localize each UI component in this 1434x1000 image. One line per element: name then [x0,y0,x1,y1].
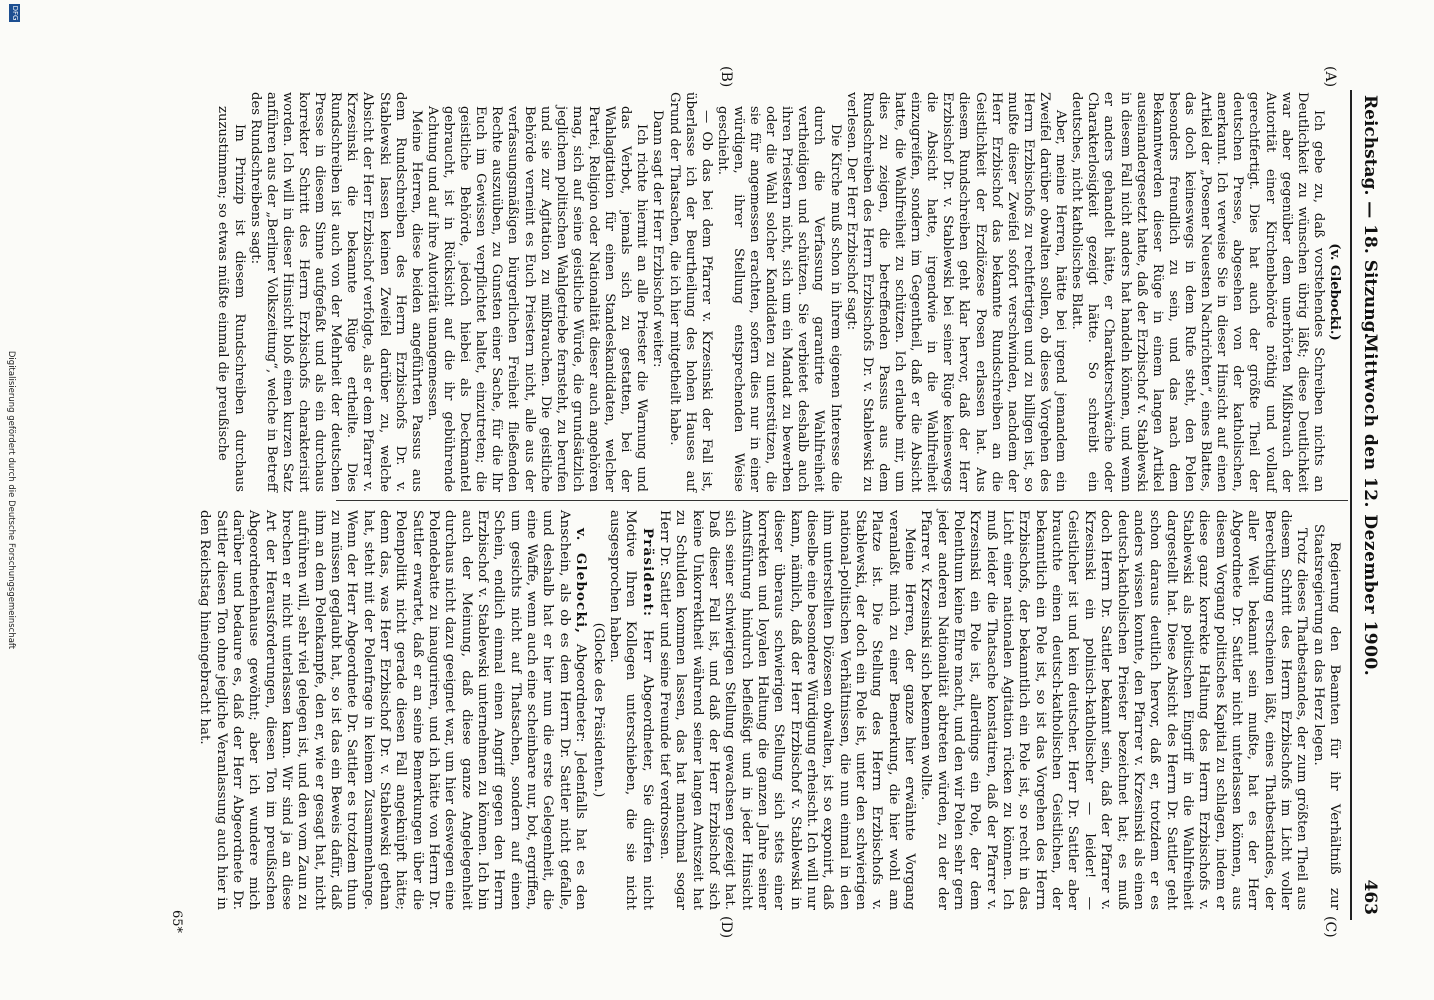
paragraph: Meine Herren, der ganze hier erwähnte Vorgang veranlaßt mich zu einer Bemerkung, die hier wohl am Platze ist. Die Stellung des Herrn Erzbischofs v. Stablewski, der doch ein Pole ist, unter den schwierigen national-politischen Verhältnissen, die nun einmal in den ihm unterstellten Diözesen obwalten, ist so exponirt, daß dieselbe eine besondere Würdigung erheischt. Ich will nur kann, nämlich, daß der Herr Erzbischof v. Stablewski in dieser überaus schwierigen Stellung sich stets einer korrekten und loyalen Haltung die ganzen Jahre seiner Amtsführung hindurch befleißigt und in jeder Hinsicht sich seiner schwierigen Stellung gewachsen gezeigt hat. Daß dieser Fall ist, und daß der Herr Erzbischof sich keine Unkorrektheit während seiner langen Amtszeit hat zu Schulden kommen lassen, das hat manchmal sogar Herr Dr. Sattler und seine Freunde tief verdrossen. [656,510,918,910]
paragraph: — Ob das bei dem Pfarrer v. Krzesinski der Fall ist, überlasse ich der Beurtheilung des hohen Hauses auf Grund der Thatsachen, die ich hier mitgetheilt habe. [666,92,714,492]
quote-paragraph: Ich richte hiermit an alle Priester die Warnung und das Verbot, jemals sich zu gestatten, bei der Wahlagitation für einen Standeskandidaten, welcher Partei, Religion oder Nationalität dieser auch angehören mag, sich auf seine geistliche Würde, die grundsätzlich jeglichem politischen Wahlgetriebe fernsteht, zu berufen und sie zur Agitation zu mißbrauchen. Die geistliche Behörde verneint es Euch Priestern nicht, alle aus der verfassungsmäßigen bürgerlichen Freiheit fließenden Rechte auszuüben, zu Gunsten einer Sache, für die Ihr Euch im Gewissen verpflichtet haltet, einzutreten; die geistliche Behörde, jedoch hiebei als Deckmantel gebraucht, ist in Rücksicht auf die ihr gebührende Achtung und auf ihre Autorität unangemessen. [424,106,650,492]
paragraph: Meine Herren, diese beiden angeführten Passus aus dem Rundschreiben des Herrn Erzbischofs Dr. v. Stablewski lassen keinen Zweifel darüber zu, welche Absicht der Herr Erzbischof verfolgte, als er dem Pfarrer v. Krzesinski die bekannte Rüge ertheilte. Dies Rundschreiben ist auch von der Mehrheit der deutschen Presse in diesem Sinne aufgefaßt und als ein durchaus korrekter Schritt des Herrn Erzbischofs charakterisirt worden. Ich will in dieser Hinsicht bloß einen kurzen Satz anführen aus der „Berliner Volkszeitung“, welche in Betreff des Rundschreibens sagt: [247,92,424,492]
paragraph: Dann sagt der Herr Erzbischof weiter: [650,110,666,368]
president-label: Präsident: [639,528,656,618]
speaker-text: Abgeordneter: Jedenfalls hat es den Anschein, als ob es dem Herrn Dr. Sattler nicht gefalle, und deshalb hat er hier nun die erste Gelegenheit, die eine Waffe, wenn auch eine scheinbare nur, bot, ergriffen, um gesichts nicht auf Thatsachen, sondern auf einen Schein, endlich einmal einen Angriff gegen den Herrn Erzbischof v. Stablewski unternehmen zu können. Ich bin auch der Meinung, daß diese ganze Angelegenheit durchaus nicht dazu geeignet war, um hier deswegen eine Polendebatte zu inauguriren, und ich hätte von Herrn Dr. Sattler erwartet, daß er an seine Bemerkungen über die Polenpolitik nicht gerade diesen Fall angeknüpft hätte; denn das, was Herr Erzbischof Dr. v. Stablewski gethan hat, steht mit der Polenfrage in keinem Zusammenhange. Wenn der Herr Abgeordnete Dr. Sattler es trotzdem thun zu müssen geglaubt hat, so ist das ein Beweis dafür, daß ihm an dem Polenkampfe, den er, wie er gesagt hat, nicht aufrühren will, sehr viel gelegen ist, und den vom Zaun zu brechen er nicht unterlassen kann. Wir sind ja an diese Art der Herausforderungen, diesen Ton im preußischen Abgeordnetenhause gewöhnt; aber ich wundere mich darüber und bedaure es, daß der Herr Abgeordnete Dr. Sattler diesen Ton ohne jegliche Veranlassung auch hier in den Reichstag hineingebracht hat. [197,510,589,910]
dfg-logo: DFG [11,5,19,21]
margin-marker-d: (D) [718,916,734,939]
margin-marker-c: (C) [1322,916,1338,938]
quote-paragraph: Regierung den Beamten für ihr Verhältniß zur Staatsregierung an das Herz legen. [1310,524,1342,910]
right-column [196,510,1342,910]
margin-marker-a: (A) [1322,66,1338,88]
paragraph: Aber, meine Herren, hätte bei irgend jemandem ein Zweifel darüber obwalten sollen, ob dieses Vorgehen des Herrn Erzbischofs zu rechtfertigen und zu billigen ist, so mußte dieser Zweifel sofort verschwinden, nachdem der Herr Erzbischof das bekannte Rundschreiben an die Geistlichkeit der Erzdiözese Posen erlassen hat. Aus diesem Rundschreiben geht klar hervor, daß der Herr Erzbischof Dr. v. Stablewski bei seiner Rüge keineswegs die Absicht hatte, irgendwie in die Wahlfreiheit einzugreifen, sondern im Gegentheil, daß er die Absicht hatte, die Wahlfreiheit zu schützen. Ich erlaube mir, um dies zu zeigen, die betreffenden Passus aus dem Rundschreiben des Herrn Erzbischofs Dr. v. Stablewski zu verlesen. Der Herr Erzbischof sagt: [843,92,1069,492]
president-remark [606,510,656,910]
quote-paragraph: Im Prinzip ist diesem Rundschreiben durchaus zuzustimmen; so etwas müßte einmal die preußische [215,106,247,492]
speaker-label: v. Glebocki, [573,528,590,635]
header-date: Mittwoch den 12. Dezember 1900. [1360,333,1380,677]
header-left: Reichstag. — 18. Sitzung. [1360,95,1380,339]
paragraph: Trotz dieses Thatbestandes, der zum größten Theil aus diesem Schritt des Herrn Erzbischofs im Licht voller Berechtigung erscheinen läßt, eines Thatbestandes, der aller Welt bekannt sein mußte, hat es der Herr Abgeordnete Dr. Sattler nicht unterlassen können, aus diesem Vorgang politisches Kapital zu schlagen, indem er diese ganz korrekte Haltung des Herrn Erzbischofs v. Stablewski als politischen Eingriff in die Wahlfreiheit dargestellt hat. Diese Absicht des Herrn Dr. Sattler geht schon daraus deutlich hervor, daß er, trotzdem er es anders wissen konnte, den Pfarrer v. Krzesinski als einen deutsch-katholischen Priester bezeichnet hat; es muß doch Herrn Dr. Sattler bekannt sein, daß der Pfarrer v. Krzesinski ein polnisch-katholischer — leider! — Geistlicher ist und kein deutscher. Herr Dr. Sattler aber brauchte einen deutsch-katholischen Geistlichen, der bekanntlich ein Pole ist, so ist das Vorgehen des Herrn Erzbischofs, der bekanntlich ein Pole ist, so recht in das Licht einer nationalen Agitation rücken zu können. Ich muß leider die Thatsache konstatiren, daß der Pfarrer v. Krzesinski ein Pole ist, allerdings ein Pole, der dem Polenthum keine Ehre macht, und den wir Polen sehr gern jeder anderen Nationalität abtreten würden, zu der der Pfarrer v. Krzesinski sich bekennen wollte. [918,510,1310,910]
president-text: Herr Abgeordneter, Sie dürfen nicht Motive Ihren Kollegen unterschieben, die sie nicht ausgesprochen haben. [606,510,655,910]
bell-note: (Glocke des Präsidenten.) [590,622,606,798]
quote-paragraph: Die Kirche muß schon in ihrem eigenen Interesse die durch die Verfassung garantirte Wahlfreiheit vertheidigen und schützen. Sie verbietet deshalb auch ihren Priestern nicht, sich um ein Mandat zu bewerben oder die Wahl solcher Kandidaten zu unterstützen, die sie für angemessen erachten, sofern dies nur in einer würdigen, ihrer Stellung entsprechenden Weise geschieht. [714,106,843,492]
left-column [214,92,1342,492]
paragraph: Ich gebe zu, daß vorstehendes Schreiben nichts an Deutlichkeit zu wünschen übrig läßt; diese Deutlichkeit war aber gegenüber dem unerhörten Mißbrauch der Autorität einer Kirchenbehörde nöthig und vollauf gerechtfertigt. Dies hat auch der größte Theil der deutschen Presse, abgesehen von der katholischen, anerkannt. Ich verweise Sie in dieser Hinsicht auf einen Artikel der „Posener Neuesten Nachrichten“, eines Blattes, das doch keineswegs in dem Rufe steht, den Polen besonders freundlich zu sein, und das nach dem Bekanntwerden dieser Rüge in einem langen Artikel auseinandergesetzt hatte, daß der Erzbischof v. Stablewski in diesem Fall nicht anders hat handeln können, und wenn er anders gehandelt hätte, er Charakterschwäche oder Charakterlosigkeit gezeigt hätte. So schreibt ein deutsches, nicht katholisches Blatt. [1069,92,1326,492]
page-signature: 65* [169,910,184,934]
header-rule [1350,90,1352,920]
page-header [1356,95,1382,915]
page-number: 463 [1360,879,1380,915]
column-divider [336,500,1348,501]
speaker-paragraph [196,510,589,910]
footer-credit: Digitalisierung gefördert durch die Deutsche Forschungsgemeinschaft [6,350,16,650]
margin-marker-b: (B) [718,66,734,88]
speaker-heading: (v. Glebocki.) [1327,243,1342,341]
